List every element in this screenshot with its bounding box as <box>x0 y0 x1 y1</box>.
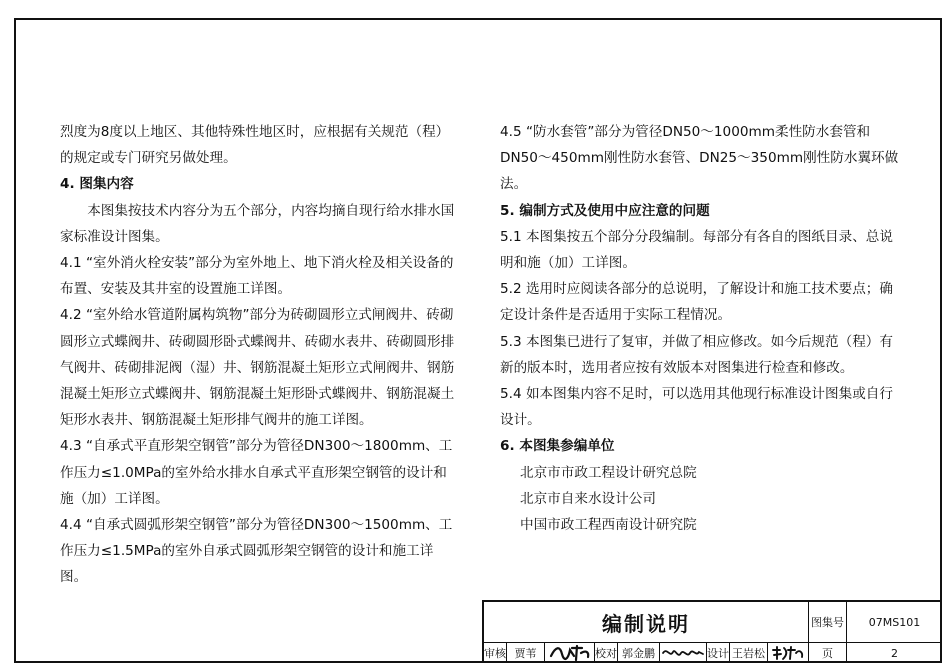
checker-name: 郭金鹏 <box>622 647 655 660</box>
atlas-number-label: 图集号 <box>811 616 844 629</box>
item-4-1: 4.1 “室外消火栓安装”部分为室外地上、地下消火栓及相关设备的布置、安装及其井室的设置施工详图。 <box>60 255 454 298</box>
item-4-2: 4.2 “室外给水管道附属构筑物”部分为砖砌圆形立式闸阀井、砖砌圆形立式蝶阀井、砖砌圆形卧式蝶阀井、砖砌水表井、砖砌圆形排气阀井、砖砌排泥阀（湿）井、钢筋混凝土矩形立式闸阀井、钢筋混凝土矩形立式蝶阀井、钢筋混凝土矩形卧式蝶阀井、钢筋混凝土矩形水表井、钢筋混凝土矩形排气阀井的施工详图。 <box>60 307 455 429</box>
left-text-column <box>60 119 460 591</box>
drawing-title: 编制说明 <box>602 611 690 636</box>
designer-signature <box>768 643 808 663</box>
item-4-3: 4.3 “自承式平直形架空钢管”部分为管径DN300～1800mm、工作压力≤1.0MPa的室外给水排水自承式平直形架空钢管的设计和施（加）工详图。 <box>60 438 453 507</box>
item-5-2: 5.2 选用时应阅读各部分的总说明，了解设计和施工技术要点；确定设计条件是否适用于实际工程情况。 <box>500 281 893 324</box>
checker-signature <box>660 643 706 663</box>
reviewer-name: 贾苇 <box>514 647 537 660</box>
intro-line-2: 的规定或专门研究另做处理。 <box>60 150 237 167</box>
section-6-heading: 6. 本图集参编单位 <box>500 438 615 455</box>
title-block <box>482 600 942 663</box>
design-label: 设计 <box>707 647 729 660</box>
page-label: 页 <box>822 647 833 660</box>
review-label: 审核 <box>484 647 506 660</box>
page-number: 2 <box>891 646 898 660</box>
atlas-number: 07MS101 <box>868 615 921 629</box>
section-5-heading: 5. 编制方式及使用中应注意的问题 <box>500 202 710 219</box>
right-text-column <box>500 119 900 538</box>
designer-name: 王岩松 <box>732 647 765 660</box>
item-4-5: 4.5 “防水套管”部分为管径DN50～1000mm柔性防水套管和DN50～450mm刚性防水套管、DN25～350mm刚性防水翼环做法。 <box>500 124 899 193</box>
check-label: 校对 <box>595 647 617 660</box>
contributor-org: 北京市自来水设计公司 <box>520 490 656 507</box>
item-5-4: 5.4 如本图集内容不足时，可以选用其他现行标准设计图集或自行设计。 <box>500 386 893 429</box>
reviewer-signature <box>545 643 594 663</box>
item-5-1: 5.1 本图集按五个部分分段编制。每部分有各自的图纸目录、总说明和施（加）工详图。 <box>500 228 893 272</box>
section-4-heading: 4. 图集内容 <box>60 176 134 193</box>
contributor-org: 中国市政工程西南设计研究院 <box>520 517 697 534</box>
intro-line-1: 烈度为8度以上地区、其他特殊性地区时，应根据有关规范（程） <box>60 124 450 140</box>
contributor-org: 北京市市政工程设计研究总院 <box>520 464 697 481</box>
item-5-3: 5.3 本图集已进行了复审，并做了相应修改。如今后规范（程）有新的版本时，选用者应按有效版本对图集进行检查和修改。 <box>500 333 893 376</box>
item-4-4: 4.4 “自承式圆弧形架空钢管”部分为管径DN300～1500mm、工作压力≤1.5MPa的室外自承式圆弧形架空钢管的设计和施工详图。 <box>60 517 453 586</box>
section-4-intro: 本图集按技术内容分为五个部分，内容均摘自现行给水排水国家标准设计图集。 <box>60 202 455 245</box>
